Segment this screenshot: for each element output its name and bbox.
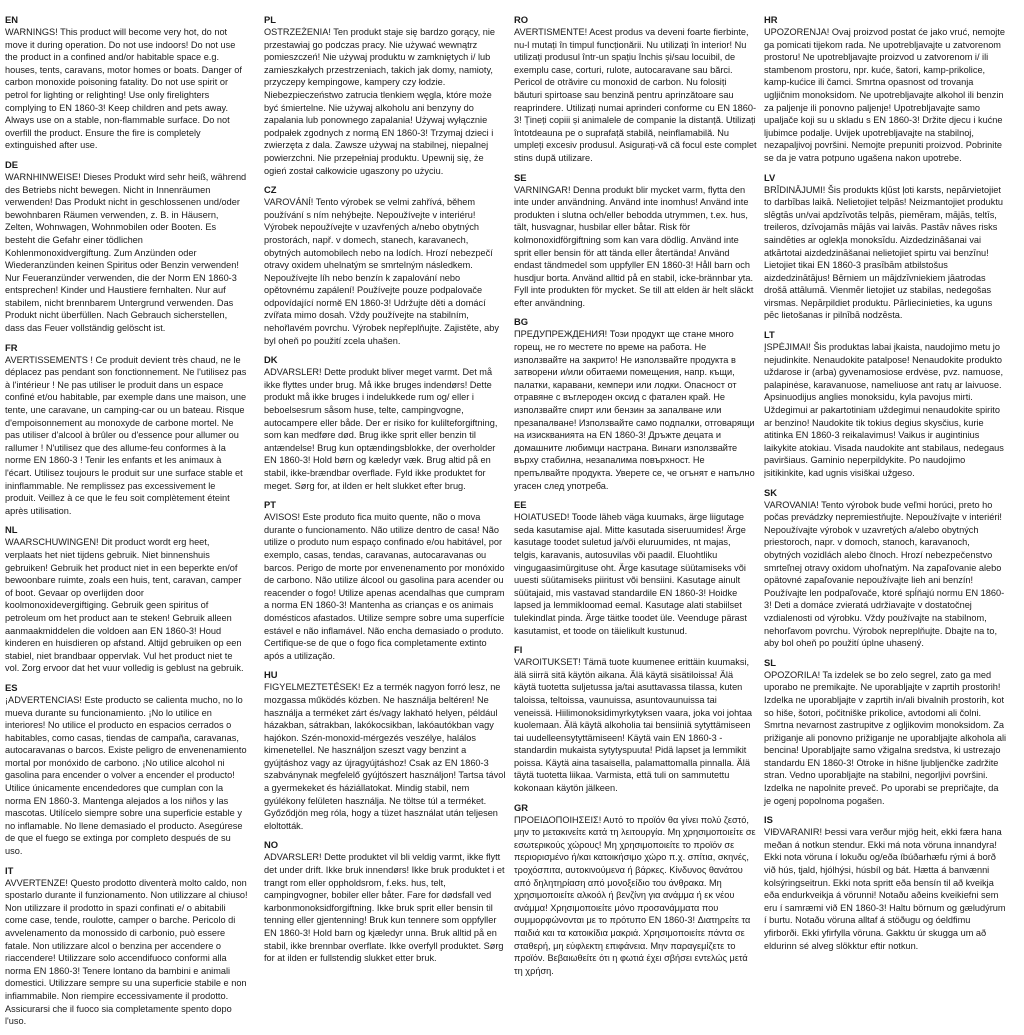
warning-text: BRĪDINĀJUMI! Šis produkts kļūst ļoti karsts, nepārvietojiet to darbības laikā. Nelietojiet telpās! Neizmantojiet produktu slēgtās un/vai apdzīvotās telpās, piemēram, mājās, teltīs, treileros, dzīvojamās mājās vai laivās. Pastāv nāves risks saindēties ar oglekļa monoksīdu. Aizdedzināšanai vai atkārtotai aizdedzināšanai nelietojiet spirtu vai benzīnu! Lietojiet tikai EN 1860-3 prasībām atbilstošus aizdedzinātājus! Bērniem un mājdzīvniekiem jāatrodas drošā attālumā. Vienmēr lietojiet uz stabilas, nedegošas virsmas. Nepārpildiet produktu. Pārliecinieties, ka uguns pēc lietošanas ir pilnībā nodzēsta. xyxy=(764,184,1004,321)
column-1 xyxy=(5,14,248,1035)
warning-section-is xyxy=(764,814,1007,952)
language-code: SL xyxy=(764,656,776,668)
language-code: PT xyxy=(264,499,276,511)
language-code: LT xyxy=(764,329,775,341)
warning-section-sk xyxy=(764,487,1007,650)
warning-section-it xyxy=(5,865,248,1028)
language-code: RO xyxy=(514,14,529,25)
language-code: EN xyxy=(5,14,19,25)
language-code: NL xyxy=(5,524,18,536)
warning-text: OSTRZEŻENIA! Ten produkt staje się bardzo gorący, nie przestawiaj go podczas pracy. Nie używać wewnątrz pomieszczeń! Nie używaj produktu w zamkniętych i/ lub zamieszkałych przestrzeniach, takich jak domy, namioty, przyczepy kempingowe, kampery czy łodzie. Niebezpieczeństwo zatrucia tlenkiem węgla, które może być śmiertelne. Nie używaj alkoholu ani benzyny do zapalania lub ponownego zapalania! Używaj wyłącznie podpałek zgodnych z normą EN 1860-3! Trzymaj dzieci i zwierzęta z dala. Zawsze używaj na stabilnej, niepalnej powierzchni. Nie przepełniaj produktu. Upewnij się, że ogień został całkowicie ugaszony po użyciu. xyxy=(264,27,495,176)
warning-section-es xyxy=(5,682,248,858)
warning-text: WARNHINWEISE! Dieses Produkt wird sehr heiß, während des Betriebs nicht bewegen. Nicht in Innenräumen verwenden! Das Produkt nicht in geschlossenen und/oder bewohnbaren Räumen verwenden, z. B. in Häusern, Zelten, Wohnwagen, Wohnmobilen oder Booten. Es besteht die Gefahr einer tödlichen Kohlenmonoxidvergiftung. Zum Anzünden oder Wiederanzünden keinen Spiritus oder Benzin verwenden! Nur Feueranzünder verwenden, die der Norm EN 1860-3 entsprechen! Kinder und Haustiere fernhalten. Nur auf stabilem, nicht brennbarem Untergrund verwenden. Das Produkt nicht überfüllen. Nach Gebrauch sicherstellen, dass das Feuer vollständig gelöscht ist. xyxy=(5,171,247,334)
warning-text: AVVERTENZE! Questo prodotto diventerà molto caldo, non spostarlo durante il funzionamento. Non utilizzare al chiuso! Non utilizzare il prodotto in spazi confinati e/ o abitabili come case, tende, roulotte, camper o barche. Pericolo di avvelenamento da monossido di carbonio, può essere fatale. Non utilizzare alcol o benzina per accendere o riaccendere! Utilizzare solo accendifuoco conformi alla norma EN 1860-3! Tenere lontano da bambini e animali domestici. Utilizzare sempre su una superficie stabile e non infiammabile. Non riempire eccessivamente il prodotto. Assicurarsi che il fuoco sia completamente spento dopo l'uso. xyxy=(5,877,248,1027)
language-code: FI xyxy=(514,644,523,656)
language-code: CZ xyxy=(264,184,277,196)
warning-text: AVERTISSEMENTS ! Ce produit devient très chaud, ne le déplacez pas pendant son fonctionnement. Ne l'utilisez pas à l'intérieur ! Ne pas utiliser le produit dans un espace confiné et/ou habitable, par exemple dans une maison, une tente, une caravane, un camping-car ou un bateau. Risque d'empoisonnement au monoxyde de carbone mortel. Ne pas utiliser d'alcool à brûler ou d'essence pour allumer ou rallumer ! N'utilisez que des allume-feu conformes à la norme EN 1860-3 ! Tenir les enfants et les animaux à l'écart. Utilisez toujours le produit sur une surface stable et ininflammable. Ne remplissez pas excessivement le produit. Veillez à ce que le feu soit complètement éteint après utilisation. xyxy=(5,354,247,516)
warning-text: HOIATUSED! Toode läheb väga kuumaks, ärge liigutage seda kasutamise ajal. Mitte kasutada siseruumides! Ärge kasutage toodet suletud ja/või eluruumides, nt majas, telgis, karavanis, autosuvilas või paadil. Eluohtliku vingugaasimürgituse oht. Ärge kasutage süütamiseks või uuesti süütamiseks piiritust või bensiini. Kasutage ainult süütajaid, mis vastavad standardile EN 1860-3! Hoidke lapsed ja lemmikloomad eemal. Kasutage alati stabiilset tulekindlat pinda. Ärge täitke toodet üle. Veenduge pärast kasutamist, et toode on täielikult kustunud. xyxy=(514,512,747,636)
warning-text: WAARSCHUWINGEN! Dit product wordt erg heet, verplaats het niet tijdens gebruik. Niet binnenshuis gebruiken! Gebruik het product niet in een beperkte en/of bewoonbare ruimte, zoals een huis, tent, caravan, camper of boot. Gevaar op overlijden door koolmonoxidevergiftiging. Gebruik geen spiritus of petroleum om het product aan te steken! Gebruik alleen aanmaakmiddelen die voldoen aan EN 1860-3! Houd kinderen en huisdieren op afstand. Altijd gebruiken op een stabiel, niet brandbaar oppervlak. Vul het product niet te vol. Zorg ervoor dat het vuur volledig is geblust na gebruik. xyxy=(5,537,244,674)
language-code: HU xyxy=(264,669,278,681)
language-code: ES xyxy=(5,681,18,693)
warning-text: UPOZORENJA! Ovaj proizvod postat će jako vruć, nemojte ga pomicati tijekom rada. Ne upotrebljavajte u zatvorenom prostoru! Ne upotrebljavajte proizvod u zatvorenom i/ ili stambenom prostoru, npr. kuće, šatori, kamp-prikolice, kamp-kućice ili čamci. Smrtna opasnost od trovanja ugljičnim monoksidom. Ne upotrebljavajte alkohol ili benzin za paljenje ili ponovno paljenje! Upotrebljavajte samo upaljače koji su u skladu s EN 1860-3! Držite djecu i kućne ljubimce podalje. Uvijek upotrebljavajte na stabilnoj, nezapaljivoj površini. Nemojte prepuniti proizvod. Pobrinite se da je vatra potpuno ugašena nakon upotrebe. xyxy=(764,27,1006,163)
warning-section-lv xyxy=(764,172,1007,323)
warning-text: ¡ADVERTENCIAS! Este producto se calienta mucho, no lo mueva durante su funcionamiento. ¡No lo utilice en interiores! No utilice el producto en espacios cerrados o habitables, como casas, tiendas de campaña, caravanas, autocaravanas o barcos. Existe peligro de envenenamiento mortal por monóxido de carbono. ¡No utilice alcohol ni gasolina para encender o volver a encender el producto! Utilice únicamente encendedores que cumplan con la norma EN 1860-3. Mantenga alejados a los niños y las mascotas. Utilícelo siempre sobre una superficie estable y no inflamable. No llene demasiado el producto. Asegúrese de que el fuego se extinga por completo después de su uso. xyxy=(5,694,247,857)
language-code: IT xyxy=(5,864,14,876)
warning-text: FIGYELMEZTETÉSEK! Ez a termék nagyon forró lesz, ne mozgassa működés közben. Ne használja beltéren! Ne használja a terméket zárt és/vagy lakható helyen, például házakban, sátrakban, lakókocsikban, lakóautókban vagy hajókon. Szén-monoxid-mérgezés veszélye, halálos kimenetellel. Ne használjon szeszt vagy benzint a gyújtáshoz vagy az újragyújtáshoz! Csak az EN 1860-3 szabványnak megfelelő gyújtószert használjon! Tartsa távol a gyermekeket és háziállatokat. Mindig stabil, nem gyúlékony felületen használja. Ne töltse túl a terméket. Győződjön meg róla, hogy a tüzet használat után teljesen eloltották. xyxy=(264,682,506,831)
warning-text: AVERTISMENTE! Acest produs va deveni foarte fierbinte, nu-l mutați în timpul funcționării. Nu utilizați în interior! Nu utilizați produsul într-un spațiu închis și/sau locuibil, de exemplu case, corturi, rulote, autocaravane sau bărci. Pericol de otrăvire cu monoxid de carbon. Nu folosiți băuturi spirtoase sau benzină pentru aprinzătoare sau reaprindere. Utilizați numai aprinderi conforme cu EN 1860-3! Țineți copiii și animalele de companie la distanță. Utilizați întotdeauna pe o suprafață stabilă, neinflamabilă. Nu umpleți excesiv produsul. Asigurați-vă că focul este complet stins după utilizare. xyxy=(514,27,757,163)
warning-section-en xyxy=(5,14,248,152)
language-code: DE xyxy=(5,158,19,170)
column-2 xyxy=(264,14,507,972)
warning-section-lt xyxy=(764,329,1007,480)
warning-text: ΠΡΟΕΙΔΟΠΟΙΗΣΕΙΣ! Αυτό το προϊόν θα γίνει πολύ ζεστό, μην το μετακινείτε κατά τη λειτουργία. Μη χρησιμοποιείτε σε εσωτερικούς χώρους! Μη χρησιμοποιείτε το προϊόν σε περιορισμένο ή/και κατοικήσιμο χώρο π.χ. σπίτια, σκηνές, τροχόσπιτα, αυτοκινούμενα ή βάρκες. Κίνδυνος θανάτου από δηλητηρίαση από μονοξείδιο του άνθρακα. Μη χρησιμοποιείτε αλκοόλ ή βενζίνη για ανάμμα ή εκ νέου ανάμμα! Χρησιμοποιείτε μόνο προσανάμματα που συμμορφώνονται με το πρότυπο EN 1860-3! Διατηρείτε τα παιδιά και τα κατοικίδια μακριά. Χρησιμοποιείτε πάντα σε σταθερή, μη εύφλεκτη επιφάνεια. Μην παραγεμίζετε το προϊόν. Βεβαιωθείτε ότι η φωτιά έχει σβήσει εντελώς μετά τη χρήση. xyxy=(514,814,756,976)
warning-section-de xyxy=(5,159,248,335)
language-code: HR xyxy=(764,14,778,25)
warning-section-hr xyxy=(764,14,1007,165)
warning-section-nl xyxy=(5,524,248,675)
warning-text: VAROITUKSET! Tämä tuote kuumenee erittäin kuumaksi, älä siirrä sitä käytön aikana. Älä käytä sisätiloissa! Älä käytä tuotetta suljetussa ja/tai asuttavassa tilassa, kuten taloissa, teltoissa, vaunuissa, asuntovaunuissa tai veneissä. Hiilimonoksidimyrkytyksen vaara, joka voi johtaa kuolemaan. Älä käytä alkoholia tai bensiiniä sytyttämiseen tai uudelleensytyttämiseen! Käytä vain EN 1860-3 -standardin mukaista sytytyspuuta! Pidä lapset ja lemmikit poissa. Käytä aina tasaisella, palamattomalla pinnalla. Älä täytä tuotetta liikaa. Varmista, että tuli on sammutettu kokonaan käytön jälkeen. xyxy=(514,657,752,794)
warning-text: WARNINGS! This product will become very hot, do not move it during operation. Do not use indoors! Do not use the product in a confined and/or habitable space e.g. houses, tents, caravans, motor homes or boats. Danger of carbon monoxide poisoning fatality. Do not use spirit or petrol for lighting or relighting! Use only firelighters complying to EN 1860-3! Keep children and pets away. Always use on a stable, non-flammable surface. Do not overfill the product. Ensure the fire is completely extinguished after use. xyxy=(5,27,242,151)
language-code: SK xyxy=(764,486,778,498)
language-code: PL xyxy=(264,14,276,25)
warning-text: VIÐVARANIR! Þessi vara verður mjög heit, ekki færa hana meðan á notkun stendur. Ekki má nota vöruna innandyra! Ekki nota vöruna í lokuðu og/eða íbúðarhæfu rými á borð við hús, tjald, hjólhýsi, húsbíl og bát. Hætta á banvænni kolsýringseitrun. Ekki nota spritt eða bensín til að kveikja eða endurkveikja á vörunni! Notaðu aðeins kveikiefni sem eru í samræmi við EN 1860-3! Haltu börnum og gæludýrum í burtu. Notaðu vöruna alltaf á stöðugu og óeldfimu yfirborði. Ekki yfirfylla vöruna. Gakktu úr skugga um að eldurinn sé alveg slökktur eftir notkun. xyxy=(764,827,1006,951)
language-code: DK xyxy=(264,354,278,366)
language-code: IS xyxy=(764,814,773,826)
language-code: BG xyxy=(514,316,529,328)
warning-section-cz xyxy=(264,184,507,347)
warning-text: VAROVÁNÍ! Tento výrobek se velmi zahřívá, během používání s ním nehýbejte. Nepoužívejte v interiéru! Výrobek nepoužívejte v uzavřených a/nebo obytných prostorách, např. v domech, stanech, karavanech, obytných automobilech nebo na lodích. Hrozí nebezpečí otravy oxidem uhelnatým se smrtelným následkem. Nepoužívejte líh nebo benzín k zapalování nebo opětovnému zapálení! Používejte pouze podpalovače odpovídající normě EN 1860-3! Udržujte děti a domácí zvířata mimo dosah. Vždy používejte na stabilním, nehořlavém povrchu. Výrobek nepřeplňujte. Zajistěte, aby byl oheň po použití zcela uhašen. xyxy=(264,197,499,346)
warning-section-fr xyxy=(5,342,248,518)
warning-section-se xyxy=(514,172,757,310)
warning-text: VARNINGAR! Denna produkt blir mycket varm, flytta den inte under användning. Använd inte inomhus! Använd inte produkten i slutna och/eller bebodda utrymmen, t.ex. hus, tält, husvagnar, husbilar eller båtar. Risk för kolmonoxidförgiftning som kan vara dödlig. Använd inte sprit eller bensin för att tända eller återtända! Använd endast tändmedel som uppfyller EN 1860-3! Håll barn och husdjur borta. Använd alltid på en stabil, icke-brännbar yta. Fyll inte produkten för mycket. Se till att elden är helt släckt efter användning. xyxy=(514,184,754,308)
language-code: EE xyxy=(514,499,527,511)
language-code: GR xyxy=(514,801,529,813)
warning-section-gr xyxy=(514,802,757,978)
warning-section-dk xyxy=(264,354,507,492)
column-4 xyxy=(764,14,1007,959)
warning-section-ee xyxy=(514,499,757,637)
warning-section-hu xyxy=(264,669,507,832)
language-code: FR xyxy=(5,341,18,353)
warning-section-pt xyxy=(264,499,507,662)
warning-section-no xyxy=(264,839,507,964)
warning-text: AVISOS! Este produto fica muito quente, não o mova durante o funcionamento. Não utilize dentro de casa! Não utilize o produto num espaço confinado e/ou habitável, por exemplo, casas, tendas, caravanas, autocaravanas ou barcos. Perigo de morte por envenenamento por monóxido de carbono. Não utilize álcool ou gasolina para acender ou reacender o fogo! Utilize apenas acendalhas que cumpram a norma EN 1860-3! Mantenha as crianças e os animais domésticos afastados. Utilize sempre sobre uma superfície estável e não inflamável. Não encha demasiado o produto. Certifique-se de que o fogo fica completamente extinto após a utilização. xyxy=(264,512,505,661)
warning-text: ADVARSLER! Dette produkt bliver meget varmt. Det må ikke flyttes under brug. Må ikke bruges indendørs! Dette produkt må ikke bruges i indelukkede rum og/ eller i beboelsesrum såsom huse, telte, campingvogne, autocampere eller både. Der er risiko for kulilteforgiftning, som kan medføre død. Brug ikke sprit eller benzin til antændelse! Brug kun optændingsblokke, der overholder EN 1860-3! Hold børn og kæledyr væk. Brug altid på en stabil, ikke-brændbar overflade. Fyld ikke produktet for meget. Sørg for, at ilden er helt slukket efter brug. xyxy=(264,367,498,491)
warning-text: ADVARSLER! Dette produktet vil bli veldig varmt, ikke flytt det under drift. Ikke bruk innendørs! Ikke bruk produktet i et trangt rom eller oppholdsrom, f.eks. hus, telt, campingvogner, bobiler eller båter. Fare for dødsfall ved karbonmonoksidforgiftning. Ikke bruk sprit eller bensin til tenning eller gjentenning! Bruk kun tennere som oppfyller EN 1860-3! Hold barn og kjæledyr unna. Bruk alltid på en stabil, ikke brennbar overflate. Ikke overfyll produktet. Sørg for at ilden er fullstendig slukket etter bruk. xyxy=(264,852,505,964)
warning-section-ro xyxy=(514,14,757,165)
language-code: LV xyxy=(764,171,776,183)
warning-section-pl xyxy=(264,14,507,177)
warning-text: ĮSPĖJIMAI! Šis produktas labai įkaista, naudojimo metu jo nejudinkite. Nenaudokite patalpose! Nenaudokite produkto uždarose ir (arba) gyvenamosiose erdvėse, pvz. namuose, palapinėse, karavanuose, nameliuose ant ratų ar laivuose. Apsinuodijus anglies monoksidu, kyla pavojus mirti. Uždegimui ar pakartotiniam uždegimui nenaudokite spirito ar benzino! Naudokite tik tokius degius skysčius, kurie atitinka EN 1860-3 reikalavimus! Vaikus ir augintinius laikykite atokiau. Visada naudokite ant stabilaus, nedegaus paviršiaus. Gaminio neperpildykite. Po naudojimo įsitikinkite, kad ugnis visiškai užgeso. xyxy=(764,342,1004,478)
warning-text: ПРЕДУПРЕЖДЕНИЯ! Този продукт ще стане много горещ, не го местете по време на работа. Не използвайте на закрито! Не използвайте продукта в затворени и/или обитаеми помещения, напр. къщи, палатки, каравани, кемпери или лодки. Опасност от отравяне с въглероден оксид с фатален край. Не използвайте спирт или бензин за запалване или презапалване! Използвайте само подпалки, отговарящи на изискванията на EN 1860-3! Дръжте децата и домашните любимци настрана. Винаги използвайте върху стабилна, незапалима повърхност. Не препълвайте продукта. Уверете се, че огънят е напълно угасен след употреба. xyxy=(514,329,755,491)
warning-section-sl xyxy=(764,657,1007,808)
language-code: SE xyxy=(514,171,527,183)
warning-text: VAROVANIA! Tento výrobok bude veľmi horúci, preto ho počas prevádzky nepremiestňujte. Nepoužívajte v interiéri! Nepoužívajte výrobok v uzavretých a/alebo obytných priestoroch, napr. v domoch, stanoch, karavanoch, obytných vozidlách alebo člnoch. Hrozí nebezpečenstvo smrteľnej otravy oxidom uhoľnatým. Na zapaľovanie alebo opätovné zapaľovanie nepoužívajte lieh ani benzín! Používajte len podpaľovače, ktoré spĺňajú normu EN 1860-3! Deti a domáce zvieratá udržiavajte v dostatočnej vzdialenosti od výrobku. Vždy používajte na stabilnom, nehorľavom povrchu. Výrobok nepreplňujte. Dbajte na to, aby bol oheň po použití úplne uhasený. xyxy=(764,499,1005,649)
column-3 xyxy=(514,14,757,984)
warning-text: OPOZORILA! Ta izdelek se bo zelo segrel, zato ga med uporabo ne premikajte. Ne uporabljajte v zaprtih prostorih! Izdelka ne uporabljajte v zaprtih in/ali bivalnih prostorih, kot so hiše, šotori, počitniške prikolice, avtodomi ali čolni. Smrtna nevarnost zastrupitve z ogljikovim monoksidom. Za prižiganje ali ponovno prižiganje ne uporabljajte alkohola ali bencina! Uporabljajte samo vžigalna sredstva, ki ustrezajo standardu EN 1860-3! Otroke in hišne ljubljenčke zadržite stran. Vedno uporabljajte na stabilni, negorljivi površini. Izdelka ne napolnite preveč. Po uporabi se prepričajte, da je ogenj popolnoma pogašen. xyxy=(764,669,1007,806)
warning-section-bg xyxy=(514,316,757,492)
warning-section-fi xyxy=(514,644,757,795)
language-code: NO xyxy=(264,839,279,851)
